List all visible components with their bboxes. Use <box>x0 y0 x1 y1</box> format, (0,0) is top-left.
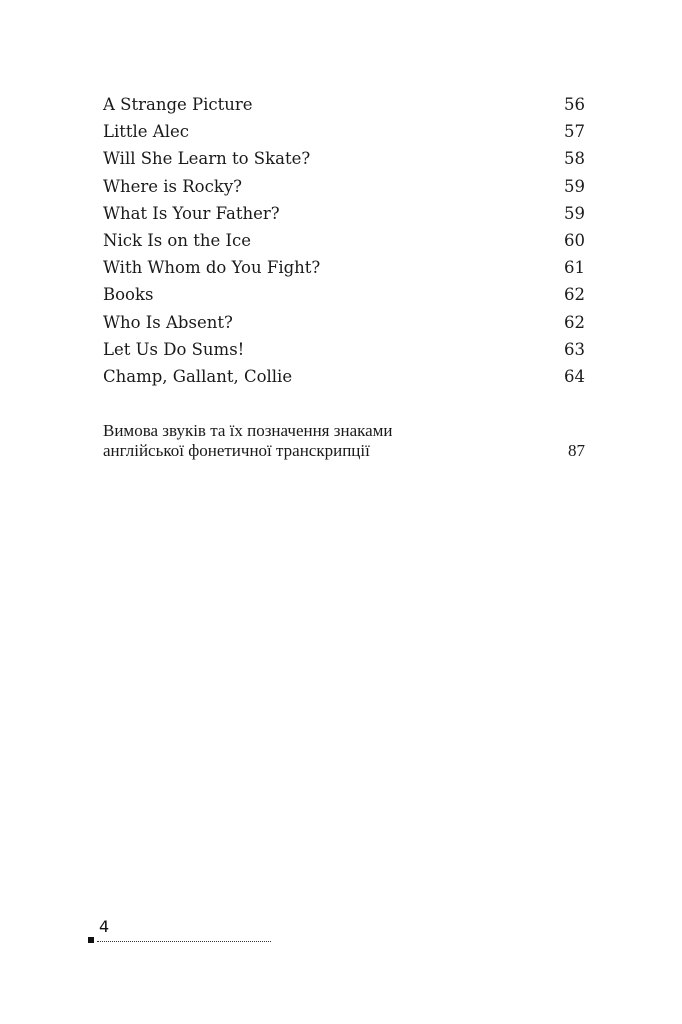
footer-dotted-rule <box>97 941 271 942</box>
toc-entry <box>103 94 585 121</box>
toc-entry <box>103 257 585 284</box>
toc-entry-title: Will She Learn to Skate? <box>103 149 311 169</box>
toc-entry-page: 58 <box>564 149 585 169</box>
toc-entry <box>103 176 585 203</box>
table-of-contents <box>103 94 585 393</box>
toc-entry-title: Champ, Gallant, Collie <box>103 366 293 386</box>
toc-entry-page: 57 <box>564 122 585 142</box>
toc-entry-page: 56 <box>564 95 585 114</box>
toc-entry <box>103 230 585 257</box>
page-footer <box>88 918 278 948</box>
toc-entry-page: 59 <box>564 203 585 223</box>
appendix-page: 87 <box>568 441 585 460</box>
toc-entry-page: 63 <box>564 339 585 359</box>
toc-entry-page: 60 <box>564 230 585 250</box>
toc-entry <box>103 339 585 366</box>
toc-entry-title: Where is Rocky? <box>103 176 243 196</box>
toc-entry-title: What Is Your Father? <box>103 203 280 223</box>
page-number: 4 <box>99 917 110 936</box>
toc-entry-title: Who Is Absent? <box>103 312 233 332</box>
toc-entry-page: 64 <box>564 366 585 386</box>
appendix-title-line-2: англійської фонетичної транскрипції <box>103 441 370 460</box>
toc-entry <box>103 284 585 311</box>
footer-square-marker <box>88 937 94 943</box>
toc-entry-title: A Strange Picture <box>103 95 253 114</box>
toc-entry <box>103 203 585 230</box>
toc-entry-title: Nick Is on the Ice <box>103 230 252 250</box>
toc-entry-title: Little Alec <box>103 122 189 142</box>
toc-entry-page: 59 <box>564 176 585 196</box>
toc-entry-title: With Whom do You Fight? <box>103 258 321 278</box>
toc-entry-page: 61 <box>564 258 585 278</box>
appendix-entry <box>103 421 585 461</box>
toc-entry <box>103 312 585 339</box>
toc-entry <box>103 121 585 148</box>
toc-entry-page: 62 <box>564 285 585 305</box>
toc-entry <box>103 148 585 175</box>
toc-entry-title: Books <box>103 285 154 305</box>
toc-entry-page: 62 <box>564 312 585 332</box>
toc-entry <box>103 366 585 393</box>
toc-entry-title: Let Us Do Sums! <box>103 339 245 359</box>
appendix-title <box>103 421 393 461</box>
appendix-title-line-1: Вимова звуків та їх позначення знаками <box>103 421 393 440</box>
